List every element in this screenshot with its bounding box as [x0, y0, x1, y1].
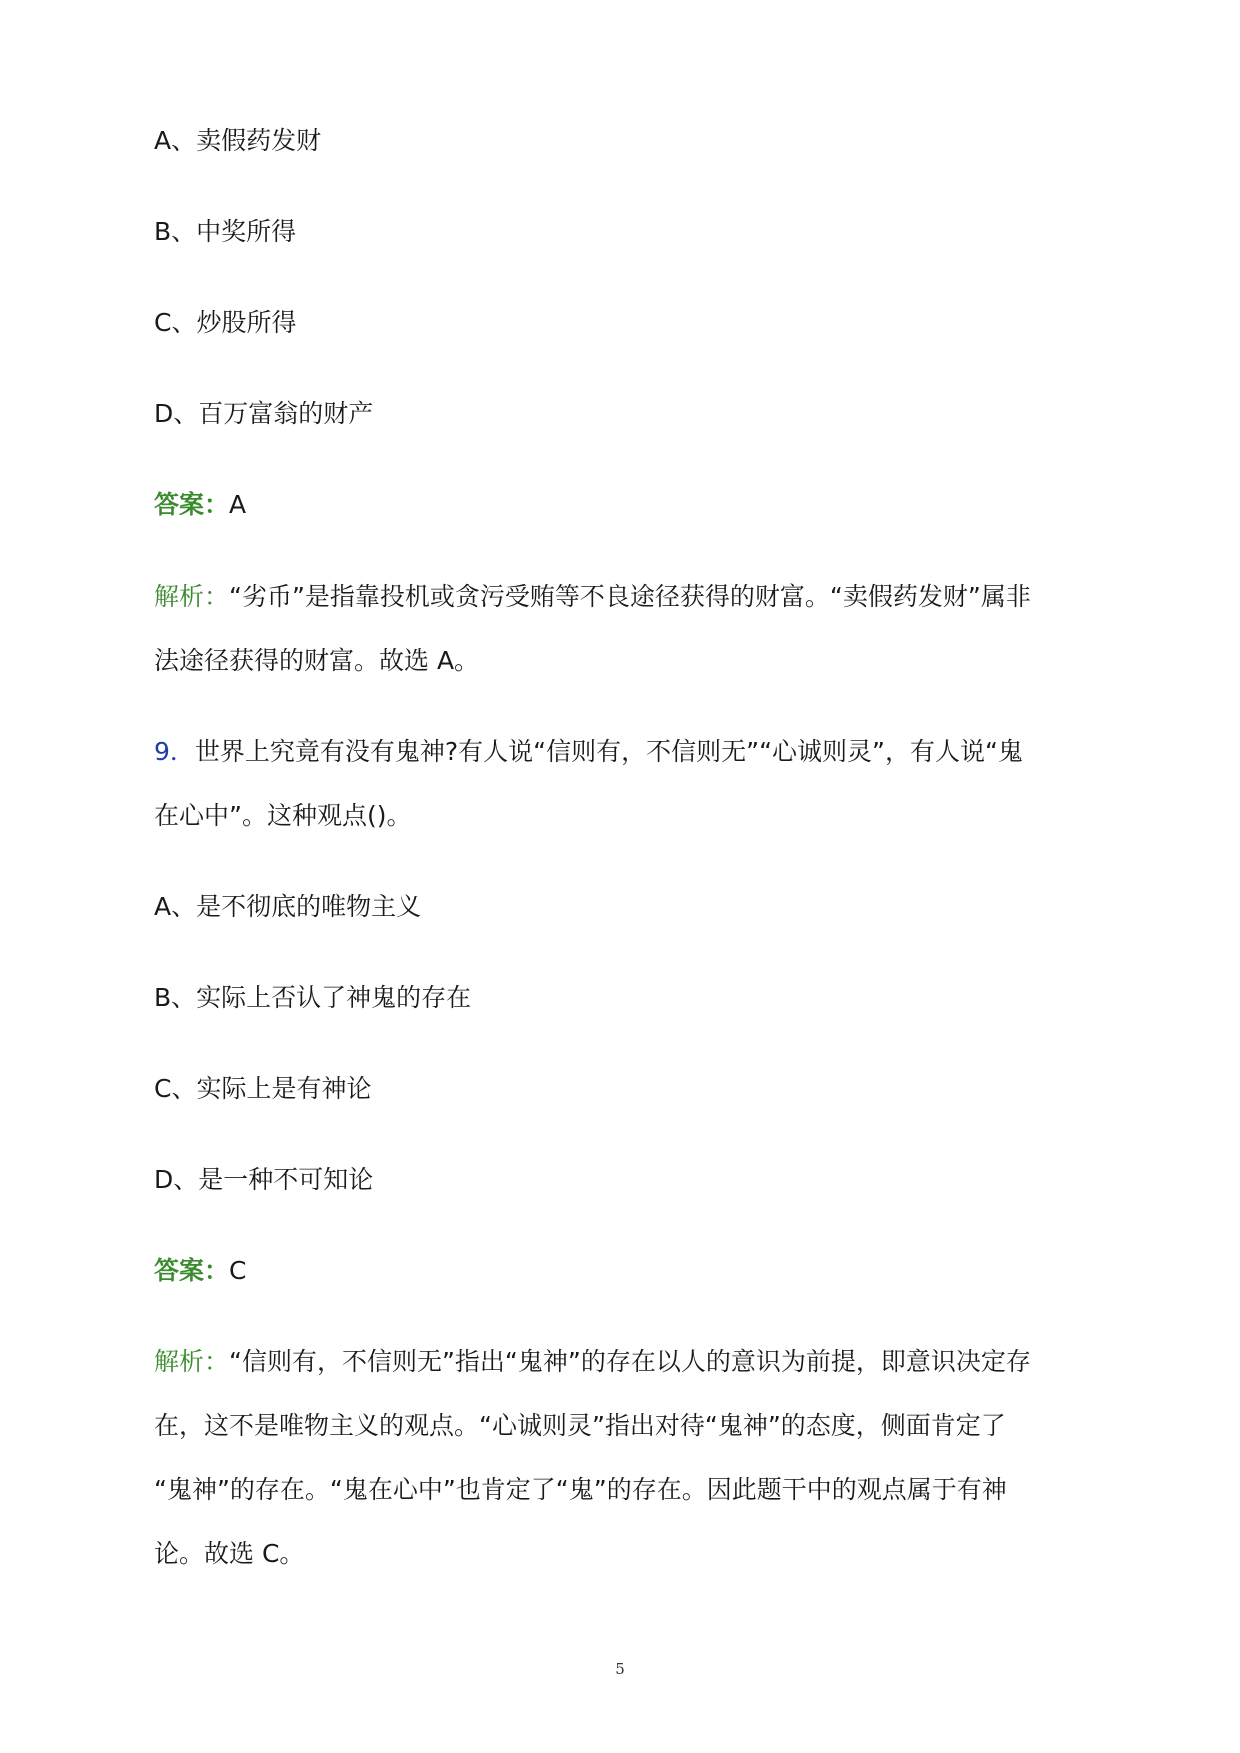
q9-analysis-line-1 [154, 1345, 1031, 1379]
q9-answer-label: 答案： [154, 1256, 230, 1285]
q8-option-d: D、百万富翁的财产 [154, 399, 374, 428]
q9-answer-value: C [229, 1256, 247, 1285]
q9-option-c: C、实际上是有神论 [154, 1074, 372, 1103]
q9-analysis-line-2: 在，这不是唯物主义的观点。“心诚则灵”指出对待“鬼神”的态度，侧面肯定了 [154, 1411, 1006, 1440]
q9-answer [154, 1254, 246, 1288]
q8-answer-label: 答案： [154, 490, 230, 519]
q8-analysis-label: 解析： [154, 582, 230, 611]
q8-option-a: A、卖假药发财 [154, 126, 322, 155]
q8-answer-value: A [229, 490, 247, 519]
page-number: 5 [615, 1660, 625, 1678]
q9-number: 9． [154, 737, 195, 766]
q9-analysis-line-3: “鬼神”的存在。“鬼在心中”也肯定了“鬼”的存在。因此题干中的观点属于有神 [154, 1475, 1007, 1504]
q8-option-b: B、中奖所得 [154, 217, 297, 246]
q8-answer [154, 488, 246, 522]
q9-option-a: A、是不彻底的唯物主义 [154, 892, 422, 921]
q8-analysis-text-1: “劣币”是指靠投机或贪污受贿等不良途径获得的财富。“卖假药发财”属非 [229, 582, 1031, 611]
q8-analysis-line-2: 法途径获得的财富。故选 A。 [154, 646, 480, 675]
q9-option-d: D、是一种不可知论 [154, 1165, 374, 1194]
q9-stem-line-2: 在心中”。这种观点()。 [154, 801, 412, 830]
q9-analysis-label: 解析： [154, 1347, 230, 1376]
q9-option-b: B、实际上否认了神鬼的存在 [154, 983, 472, 1012]
q9-analysis-text-1: “信则有，不信则无”指出“鬼神”的存在以人的意识为前提，即意识决定存 [229, 1347, 1031, 1376]
q9-stem-line-1 [154, 735, 1023, 769]
q9-analysis-line-4: 论。故选 C。 [154, 1539, 305, 1568]
q9-stem-text-1: 世界上究竟有没有鬼神?有人说“信则有，不信则无”“心诚则灵”，有人说“鬼 [194, 737, 1023, 766]
q8-option-c: C、炒股所得 [154, 308, 297, 337]
q8-analysis-line-1 [154, 580, 1031, 614]
